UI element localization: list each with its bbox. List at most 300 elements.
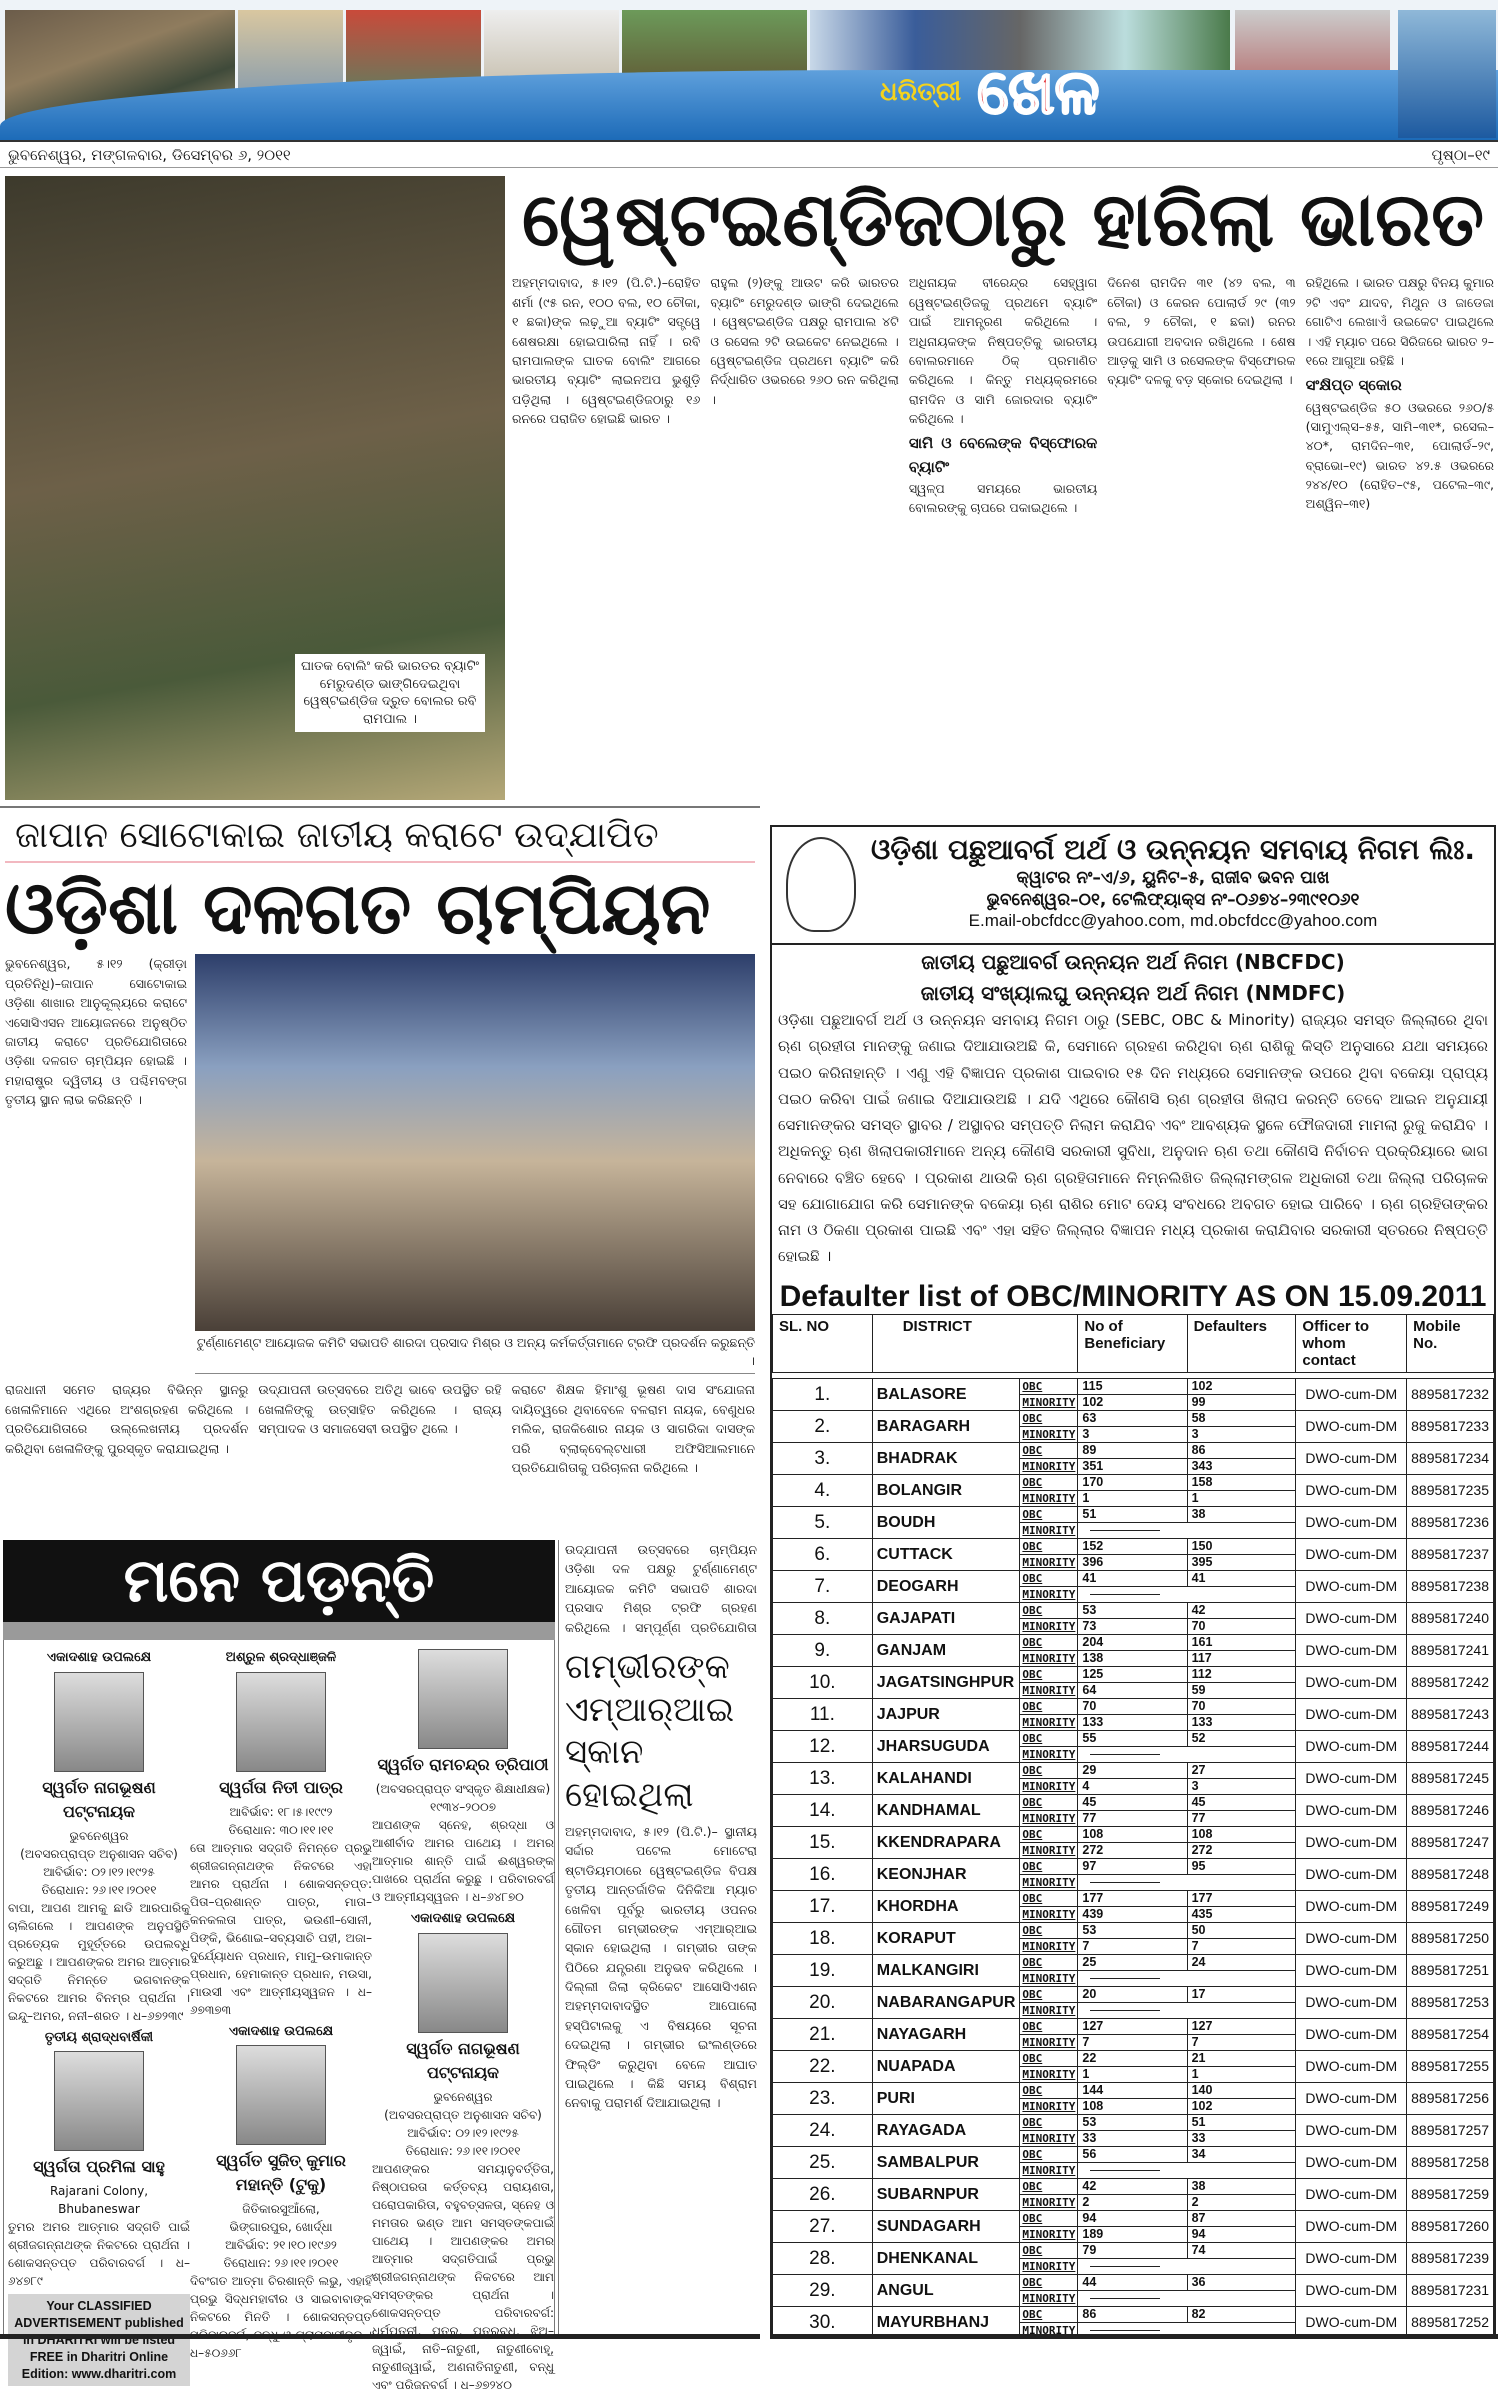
- contact-officer: DWO-cum-DM: [1296, 1826, 1407, 1858]
- category-label: OBC: [1020, 2050, 1078, 2066]
- category-label: MINORITY: [1020, 1490, 1078, 1506]
- district-name: BALASORE: [872, 1378, 1020, 1410]
- mobile-number: 8895817251: [1407, 1954, 1494, 1986]
- page-number: ପୃଷ୍ଠା–୧୯: [1431, 146, 1490, 164]
- table-row: [773, 2082, 1494, 2098]
- gambhir-article: [565, 1822, 757, 2332]
- beneficiary-count: 439: [1078, 1906, 1187, 1922]
- category-label: MINORITY: [1020, 1458, 1078, 1474]
- table-row: [773, 1698, 1494, 1714]
- table-row: [773, 2306, 1494, 2322]
- table-row: [773, 1410, 1494, 1426]
- district-name: JAJPUR: [872, 1698, 1020, 1730]
- beneficiary-count: 4: [1078, 1778, 1187, 1794]
- category-label: OBC: [1020, 2018, 1078, 2034]
- defaulter-count: 41: [1187, 1570, 1296, 1586]
- dateline-bar: [0, 140, 1498, 168]
- scorecard-title: ସଂକ୍ଷିପ୍ତ ସ୍କୋର: [1305, 376, 1402, 395]
- district-name: BHADRAK: [872, 1442, 1020, 1474]
- category-label: MINORITY: [1020, 2194, 1078, 2210]
- defaulter-count: 27: [1187, 1762, 1296, 1778]
- dateline: ଭୁବନେଶ୍ୱର, ମଙ୍ଗଳବାର, ଡିସେମ୍ବର ୬, ୨୦୧୧: [8, 146, 291, 164]
- district-name: KANDHAMAL: [872, 1794, 1020, 1826]
- serial-number: 25.: [773, 2146, 873, 2178]
- mobile-number: 8895817233: [1407, 1410, 1494, 1442]
- article-text: ଉଦ୍‌ଯାପନୀ ଉତ୍ସବରେ ଚାମ୍ପିୟନ ଓଡ଼ିଶା ଦଳ ପକ୍ଷରୁ ଟୁର୍ଣ୍ଣାମେଣ୍ଟ ଆୟୋଜକ କମିଟି ସଭାପତି ଶାରଦା ପ୍ରସାଦ ମିଶ୍ର ଟ୍ରଫି ଗ୍ରହଣ କରିଥିଲେ । ସମ୍ପୂର୍ଣ୍ଣ ପ୍ରତିଯୋଗିତା: [565, 1542, 757, 1635]
- serial-number: 9.: [773, 1634, 873, 1666]
- obituary-title: ମନେ ପଡ଼ନ୍ତି: [123, 1546, 435, 1616]
- article-text: ଅହମ୍ମଦାବାଦ, ୫।୧୨ (ପି.ଟି.)– ସ୍ଥାନୀୟ ସର୍ଦ୍ଦାର ପଟେଲ ମୋଟେରା ଷ୍ଟାଡିୟମଠାରେ ୱେଷ୍ଟଇଣ୍ଡିଜ ବିପକ୍ଷ ତୃତୀୟ ଆନ୍ତର୍ଜାତିକ ଦିନିକିଆ ମ୍ୟାଚ ଖେଳିବା ପୂର୍ବରୁ ଭାରତୀୟ ଓପନର ଗୌତମ ଗମ୍ଭୀରଙ୍କ ଏମ୍‌ଆର୍‌ଆଇ ସ୍କାନ ହୋଇଥିଲା । ଗମ୍ଭୀର ତାଙ୍କ ପିଠିରେ ଯନ୍ତ୍ରଣା ଅନୁଭବ କରିଥିଲେ । ଦିଲ୍ଲୀ ଜିଲା କ୍ରିକେଟ ଆସୋସିଏଶନ ଅହମ୍ମଦାବାଦସ୍ଥିତ ଆପୋଲୋ ହସ୍ପିଟାଲକୁ ଏ ବିଷୟରେ ସୂଚନା ଦେଇଥିଲା । ଗମ୍ଭୀର ଇଂଲଣ୍ଡରେ ଫିଲ୍ଡିଂ କରୁଥିବା ବେଳେ ଆଘାତ ପାଇଥିଲେ । କିଛି ସମୟ ବିଶ୍ରାମ ନେବାକୁ ପରାମର୍ଶ ଦିଆଯାଇଥିଲା ।: [565, 1824, 757, 2111]
- category-label: OBC: [1020, 1442, 1078, 1458]
- defaulter-count: 150: [1187, 1538, 1296, 1554]
- category-label: OBC: [1020, 2274, 1078, 2290]
- serial-number: 17.: [773, 1890, 873, 1922]
- district-name: GAJAPATI: [872, 1602, 1020, 1634]
- category-label: OBC: [1020, 1794, 1078, 1810]
- lead-headline: ୱେଷ୍ଟଇଣ୍ଡିଜଠାରୁ ହାରିଲା ଭାରତ: [522, 177, 1484, 263]
- table-row: [773, 1858, 1494, 1874]
- category-label: MINORITY: [1020, 2226, 1078, 2242]
- district-name: SAMBALPUR: [872, 2146, 1020, 2178]
- obituary-detail: ଭିଙ୍ଗାରପୁର, ଖୋର୍ଦ୍ଧା: [229, 2220, 333, 2234]
- district-name: BARAGARH: [872, 1410, 1020, 1442]
- beneficiary-count: 55: [1078, 1730, 1187, 1746]
- col-header: No of Beneficiary: [1078, 1314, 1187, 1372]
- serial-number: 20.: [773, 1986, 873, 2018]
- table-row: [773, 2146, 1494, 2162]
- mobile-number: 8895817259: [1407, 2178, 1494, 2210]
- category-label: MINORITY: [1020, 2258, 1078, 2274]
- table-row: [773, 1474, 1494, 1490]
- serial-number: 14.: [773, 1794, 873, 1826]
- beneficiary-count: 108: [1078, 1826, 1187, 1842]
- table-row: [773, 2242, 1494, 2258]
- table-header-row: [773, 1314, 1494, 1372]
- beneficiary-count: 7: [1078, 1938, 1187, 1954]
- defaulter-count: 59: [1187, 1682, 1296, 1698]
- category-label: MINORITY: [1020, 1522, 1078, 1538]
- ad-header: [772, 827, 1494, 945]
- beneficiary-count: 86: [1078, 2306, 1187, 2322]
- table-row: [773, 2178, 1494, 2194]
- category-label: OBC: [1020, 1410, 1078, 1426]
- contact-officer: DWO-cum-DM: [1296, 2146, 1407, 2178]
- box-text: ସ୍ୱଳ୍ପ ସମୟରେ ଭାରତୀୟ ବୋଲରଙ୍କୁ ଚାପରେ ପକାଇଥିଲେ ।: [908, 480, 1098, 516]
- brand-name: ଧରିତ୍ରୀ: [880, 76, 962, 107]
- district-name: DEOGARH: [872, 1570, 1020, 1602]
- defaulter-count: 45: [1187, 1794, 1296, 1810]
- mobile-number: 8895817252: [1407, 2306, 1494, 2338]
- serial-number: 28.: [773, 2242, 873, 2274]
- obituary-label: ତୃତୀୟ ଶ୍ରାଦ୍ଧବାର୍ଷିକୀ: [44, 2029, 154, 2045]
- category-label: OBC: [1020, 2178, 1078, 2194]
- deceased-name: ସ୍ୱର୍ଗତ ନାଗଭୂଷଣ ପଟ୍ଟନାୟକ: [406, 2038, 520, 2082]
- article-text: ରହିଥିଲେ । ଭାରତ ପକ୍ଷରୁ ବିନୟ କୁମାର ୨ଟି ଏବଂ ଯାଦବ, ମିଥୁନ ଓ ଜାଡେଜା ଗୋଟିଏ ଲେଖାଏଁ ଉଇକେଟ ପାଇଥିଲେ । ଏହି ମ୍ୟାଚ ପରେ ସିରିଜରେ ଭାରତ ୨–୧ରେ ଆଗୁଆ ରହିଛି ।: [1305, 275, 1494, 368]
- category-label: OBC: [1020, 1986, 1078, 2002]
- obituary-detail: ଆବିର୍ଭାବ: ୧୮।୫।୧୯୯୨: [229, 1804, 333, 1819]
- portrait-photo: [418, 1649, 508, 1749]
- table-row: [773, 1954, 1494, 1970]
- beneficiary-count: 56: [1078, 2146, 1187, 2162]
- contact-officer: DWO-cum-DM: [1296, 2114, 1407, 2146]
- beneficiary-count: 64: [1078, 1682, 1187, 1698]
- serial-number: 8.: [773, 1602, 873, 1634]
- beneficiary-count: 170: [1078, 1474, 1187, 1490]
- table-row: [773, 1538, 1494, 1554]
- obituary-detail: (ଅବସରପ୍ରାପ୍ତ ଅନୁଶାସନ ସଚିବ): [384, 2107, 542, 2122]
- defaulter-count: 51: [1187, 2114, 1296, 2130]
- defaulter-count: 102: [1187, 2098, 1296, 2114]
- contact-officer: DWO-cum-DM: [1296, 1698, 1407, 1730]
- karate-headline: ଓଡ଼ିଶା ଦଳଗତ ଚାମ୍ପିୟନ: [5, 866, 711, 951]
- obituary-detail: ଭୁବନେଶ୍ୱର: [69, 1828, 129, 1843]
- beneficiary-count: 53: [1078, 1922, 1187, 1938]
- district-name: SUNDAGARH: [872, 2210, 1020, 2242]
- empty-dash: [1078, 2290, 1296, 2306]
- category-label: OBC: [1020, 1474, 1078, 1490]
- defaulter-count: 50: [1187, 1922, 1296, 1938]
- mobile-number: 8895817235: [1407, 1474, 1494, 1506]
- divider: [770, 2334, 1498, 2339]
- defaulter-count: 127: [1187, 2018, 1296, 2034]
- category-label: MINORITY: [1020, 1618, 1078, 1634]
- beneficiary-count: 29: [1078, 1762, 1187, 1778]
- obituary-detail: ତିରୋଧାନ: ୩୦।୧୧।୧୧: [228, 1822, 334, 1837]
- mobile-number: 8895817234: [1407, 1442, 1494, 1474]
- defaulter-count: 74: [1187, 2242, 1296, 2258]
- serial-number: 18.: [773, 1922, 873, 1954]
- beneficiary-count: 53: [1078, 2114, 1187, 2130]
- defaulter-count: 99: [1187, 1394, 1296, 1410]
- defaulter-count: 36: [1187, 2274, 1296, 2290]
- defaulter-count: 112: [1187, 1666, 1296, 1682]
- defaulter-count: 95: [1187, 1858, 1296, 1874]
- beneficiary-count: 102: [1078, 1394, 1187, 1410]
- karate-top-row: [5, 954, 755, 1374]
- obituary-detail: ଭୁବନେଶ୍ୱର: [433, 2089, 493, 2104]
- category-label: OBC: [1020, 1666, 1078, 1682]
- district-name: JHARSUGUDA: [872, 1730, 1020, 1762]
- defaulter-count: 140: [1187, 2082, 1296, 2098]
- defaulter-count: 7: [1187, 1938, 1296, 1954]
- obituary-message: ଆପଣଙ୍କ ସ୍ନେହ, ଶ୍ରଦ୍ଧା ଓ ଆଶୀର୍ବାଦ ଆମର ପାଥେୟ । ଅମର ଆତ୍ମାର ଶାନ୍ତି ପାଇଁ ଈଶ୍ୱରଙ୍କ ପାଖରେ ପ୍ରାର୍ଥନା କରୁଛୁ । ପରିବାରବର୍ଗ ଓ ଆତ୍ମୀୟସ୍ୱଜନ । ଧ–୬୪୮୭୦: [372, 1818, 554, 1904]
- mobile-number: 8895817248: [1407, 1858, 1494, 1890]
- category-label: OBC: [1020, 1378, 1078, 1394]
- serial-number: 27.: [773, 2210, 873, 2242]
- deceased-name: ସ୍ୱର୍ଗତା ପ୍ରମିଳା ସାହୁ: [33, 2157, 165, 2176]
- contact-officer: DWO-cum-DM: [1296, 2178, 1407, 2210]
- mobile-number: 8895817236: [1407, 1506, 1494, 1538]
- obituary-label: ଏକାଦଶାହ ଉପଲକ୍ଷେ: [410, 1911, 516, 1926]
- beneficiary-count: 33: [1078, 2130, 1187, 2146]
- ad-subtitle: ଜାତୀୟ ସଂଖ୍ୟାଲଘୁ ଉନ୍ନୟନ ଅର୍ଥ ନିଗମ (NMDFC): [920, 981, 1346, 1005]
- defaulter-count: 133: [1187, 1714, 1296, 1730]
- beneficiary-count: 25: [1078, 1954, 1187, 1970]
- defaulter-count: 33: [1187, 2130, 1296, 2146]
- scorecard-text: ୱେଷ୍ଟଇଣ୍ଡିଜ ୫୦ ଓଭରରେ ୨୬୦/୫ (ସାମୁଏଲ୍ସ–୫୫, ସାମି–୩୧*, ରସେଲ–୪୦*, ରାମଦିନ–୩୧, ପୋଲାର୍ଡ–୨୯, ବ୍ରାଭୋ–୧୯) ଭାରତ ୪୨.୫ ଓଭରରେ ୨୪୪/୧୦ (ରୋହିତ–୯୫, ପଟେଲ–୩୯, ଅଶ୍ୱିନ–୩୧): [1305, 399, 1494, 512]
- box-title: ସାମି ଓ ବେଲେଙ୍କ ବିସ୍ଫୋରକ ବ୍ୟାଟିଂ: [908, 434, 1098, 476]
- serial-number: 4.: [773, 1474, 873, 1506]
- serial-number: 16.: [773, 1858, 873, 1890]
- defaulter-count: 58: [1187, 1410, 1296, 1426]
- table-row: [773, 1570, 1494, 1586]
- beneficiary-count: 77: [1078, 1810, 1187, 1826]
- beneficiary-count: 42: [1078, 2178, 1187, 2194]
- district-name: KALAHANDI: [872, 1762, 1020, 1794]
- beneficiary-count: 125: [1078, 1666, 1187, 1682]
- obituary-detail: ତିରୋଧାନ: ୨୬।୧୧।୨୦୧୧: [405, 2143, 521, 2158]
- karate-kicker: ଜାପାନ ସୋଟୋକାଇ ଜାତୀୟ କରାଟେ ଉଦ୍‌ଯାପିତ: [5, 814, 755, 863]
- category-label: MINORITY: [1020, 1874, 1078, 1890]
- table-row: [773, 1986, 1494, 2002]
- beneficiary-count: 272: [1078, 1842, 1187, 1858]
- section-logo: ଖେଳ: [977, 55, 1100, 128]
- serial-number: 23.: [773, 2082, 873, 2114]
- obituary-banner: [3, 1540, 555, 1640]
- defaulter-count: 34: [1187, 2146, 1296, 2162]
- table-row: [773, 1890, 1494, 1906]
- col-header: Mobile No.: [1407, 1314, 1494, 1372]
- classified-promo: Your CLASSIFIED ADVERTISEMENT published in DHARITRI will be listed FREE in Dharitri Online Edition: www.dharitri.com: [8, 2294, 190, 2386]
- contact-officer: DWO-cum-DM: [1296, 2210, 1407, 2242]
- divider: [0, 2334, 760, 2339]
- contact-officer: DWO-cum-DM: [1296, 2050, 1407, 2082]
- district-name: NABARANGAPUR: [872, 1986, 1020, 2018]
- defaulter-count: 272: [1187, 1842, 1296, 1858]
- article-text: ଭୁବନେଶ୍ୱର, ୫।୧୨ (କ୍ରୀଡ଼ା ପ୍ରତିନିଧି)–ଜାପାନ ସୋଟୋକାଇ ଓଡ଼ିଶା ଶାଖାର ଆନୁକୂଲ୍ୟରେ କରାଟେ ଏସୋସିଏସନ ଆୟୋଜନରେ ଅନୁଷ୍ଠିତ ଜାତୀୟ କରାଟେ ପ୍ରତିଯୋଗିତାରେ ଓଡ଼ିଶା ଦଳଗତ ଚାମ୍ପିୟନ ହୋଇଛି । ମହାରାଷ୍ଟ୍ର ଦ୍ୱିତୀୟ ଓ ପଶ୍ଚିମବଙ୍ଗ ତୃତୀୟ ସ୍ଥାନ ଲାଭ କରିଛନ୍ତି ।: [5, 956, 187, 1107]
- mobile-number: 8895817241: [1407, 1634, 1494, 1666]
- table-row: [773, 2274, 1494, 2290]
- karate-photo-caption: ଟୁର୍ଣ୍ଣାମେଣ୍ଟ ଆୟୋଜକ କମିଟି ସଭାପତି ଶାରଦା ପ୍ରସାଦ ମିଶ୍ର ଓ ଅନ୍ୟ କର୍ମକର୍ତ୍ତାମାନେ ଟ୍ରଫି ପ୍ରଦର୍ଶନ କରୁଛନ୍ତି ।: [195, 1331, 755, 1374]
- beneficiary-count: 108: [1078, 2098, 1187, 2114]
- lead-article: [512, 273, 1494, 800]
- obituary-message: ତୋ ଆତ୍ମାର ସଦ୍‌ଗତି ନିମନ୍ତେ ପ୍ରଭୁ ଶ୍ରୀଜଗନ୍ନାଥଙ୍କ ନିକଟରେ ଏହା ଆମର ପ୍ରାର୍ଥନା । ଶୋକସନ୍ତପ୍ତ: ପିତା–ପ୍ରଶାନ୍ତ ପାତ୍ର, ମାତା–କନକଲତା ପାତ୍ର, ଭଉଣୀ–ସୋନୀ, ପିଙ୍କି, ଭିଣୋଇ–ସବ୍ୟସାଚି ପହୀ, ଅଜା–ଦୁର୍ଯ୍ୟୋଧନ ପ୍ରଧାନ, ମାମୁ–ଉମାକାନ୍ତ ପ୍ରଧାନ, ହେମାକାନ୍ତ ପ୍ରଧାନ, ମଉସା, ମାଉସୀ ଏବଂ ଆତ୍ମୀୟସ୍ୱଜନ । ଧ–୬୭୩୭୩: [190, 1840, 372, 2017]
- karate-article: [5, 1380, 755, 1536]
- category-label: MINORITY: [1020, 1938, 1078, 1954]
- beneficiary-count: 189: [1078, 2226, 1187, 2242]
- ad-subtitle: ଜାତୀୟ ପଛୁଆବର୍ଗ ଉନ୍ନୟନ ଅର୍ଥ ନିଗମ (NBCFDC): [921, 950, 1345, 974]
- article-column: ରାହୁଲ (୨)ଙ୍କୁ ଆଉଟ କରି ଭାରତର ବ୍ୟାଟିଂ ମେରୁଦଣ୍ଡ ଭାଙ୍ଗି ଦେଇଥିଲେ । ୱେଷ୍ଟଇଣ୍ଡିଜ ପକ୍ଷରୁ ରାମପାଲ ୪ଟି ଓ ରସେଲ ୨ଟି ଉଇକେଟ ନେଇଥିଲେ । ୱେଷ୍ଟଇଣ୍ଡିଜ ପ୍ରଥମେ ବ୍ୟାଟିଂ କରି ନିର୍ଦ୍ଧାରିତ ଓଭରରେ ୨୬୦ ରନ କରିଥିଲା ।: [710, 275, 899, 407]
- category-label: OBC: [1020, 1826, 1078, 1842]
- obituary-detail: Bhubaneswar: [58, 2202, 140, 2216]
- divider: [0, 806, 760, 808]
- serial-number: 24.: [773, 2114, 873, 2146]
- table-row: [773, 1730, 1494, 1746]
- district-name: NUAPADA: [872, 2050, 1020, 2082]
- defaulter-count: 7: [1187, 2034, 1296, 2050]
- karate-story: [5, 814, 755, 1536]
- deceased-name: ସ୍ୱର୍ଗତା ନିତୀ ପାତ୍ର: [219, 1777, 343, 1797]
- district-name: PURI: [872, 2082, 1020, 2114]
- mobile-number: 8895817232: [1407, 1378, 1494, 1410]
- table-row: [773, 1634, 1494, 1650]
- mobile-number: 8895817250: [1407, 1922, 1494, 1954]
- karate-body: [5, 954, 755, 1536]
- mobile-number: 8895817254: [1407, 2018, 1494, 2050]
- beneficiary-count: 22: [1078, 2050, 1187, 2066]
- defaulter-count: 52: [1187, 1730, 1296, 1746]
- article-column: ଅହମ୍ମଦାବାଦ, ୫।୧୨ (ପି.ଟି.)–ରୋହିତ ଶର୍ମା (୯୫ ରନ, ୧୦୦ ବଲ, ୧୦ ଚୌକା, ୧ ଛକା)ଙ୍କ ଲଢ଼ୁଆ ବ୍ୟାଟିଂ ସତ୍ତ୍ୱେ ଶେଷରକ୍ଷା ହୋଇପାରିଲା ନାହିଁ । ରବି ରାମପାଲଙ୍କ ଘାତକ ବୋଲିଂ ଆଗରେ ଭାରତୀୟ ବ୍ୟାଟିଂ ଲାଇନଅପ ଭୁଶୁଡ଼ି ପଡ଼ିଥିଲା । ୱେଷ୍ଟଇଣ୍ଡିଜଠାରୁ ୧୬ ରନରେ ପରାଜିତ ହୋଇଛି ଭାରତ ।: [512, 275, 701, 427]
- lead-story: [512, 177, 1494, 800]
- beneficiary-count: 1: [1078, 2066, 1187, 2082]
- serial-number: 26.: [773, 2178, 873, 2210]
- empty-dash: [1078, 1746, 1296, 1762]
- defaulter-count: 38: [1187, 2178, 1296, 2194]
- defaulter-count: 108: [1187, 1826, 1296, 1842]
- category-label: OBC: [1020, 1570, 1078, 1586]
- defaulter-count: 94: [1187, 2226, 1296, 2242]
- contact-officer: DWO-cum-DM: [1296, 1506, 1407, 1538]
- beneficiary-count: 138: [1078, 1650, 1187, 1666]
- defaulter-count: 2: [1187, 2194, 1296, 2210]
- defaulter-count: 1: [1187, 1490, 1296, 1506]
- lead-photo: [5, 176, 505, 800]
- mobile-number: 8895817247: [1407, 1826, 1494, 1858]
- contact-officer: DWO-cum-DM: [1296, 1922, 1407, 1954]
- category-label: MINORITY: [1020, 1778, 1078, 1794]
- category-label: MINORITY: [1020, 1650, 1078, 1666]
- district-name: KKENDRAPARA: [872, 1826, 1020, 1858]
- obituary-detail: ତିରୋଧାନ: ୨୬।୧୧।୨୦୧୧: [41, 1882, 157, 1897]
- empty-dash: [1078, 2002, 1296, 2018]
- category-label: MINORITY: [1020, 2130, 1078, 2146]
- contact-officer: DWO-cum-DM: [1296, 2082, 1407, 2114]
- category-label: MINORITY: [1020, 2162, 1078, 2178]
- contact-officer: DWO-cum-DM: [1296, 1794, 1407, 1826]
- mobile-number: 8895817255: [1407, 2050, 1494, 2082]
- district-name: MALKANGIRI: [872, 1954, 1020, 1986]
- mobile-number: 8895817253: [1407, 1986, 1494, 2018]
- category-label: MINORITY: [1020, 1714, 1078, 1730]
- contact-officer: DWO-cum-DM: [1296, 2306, 1407, 2338]
- obituary-column: [8, 1645, 190, 2386]
- obituary-detail: ତିରୋଧାନ: ୨୬।୧୧।୨୦୧୧: [223, 2256, 339, 2270]
- beneficiary-count: 127: [1078, 2018, 1187, 2034]
- table-row: [773, 1762, 1494, 1778]
- beneficiary-count: 53: [1078, 1602, 1187, 1618]
- district-name: DHENKANAL: [872, 2242, 1020, 2274]
- obituary-detail: ଆବିର୍ଭାବ: ୦୨।୧୨।୧୯୨୫: [407, 2125, 519, 2140]
- defaulter-count: 177: [1187, 1890, 1296, 1906]
- mobile-number: 8895817231: [1407, 2274, 1494, 2306]
- beneficiary-count: 51: [1078, 1506, 1187, 1522]
- contact-officer: DWO-cum-DM: [1296, 1410, 1407, 1442]
- masthead-logo: [880, 55, 1390, 128]
- category-label: OBC: [1020, 1954, 1078, 1970]
- category-label: OBC: [1020, 1890, 1078, 1906]
- obituary-detail: ଆବିର୍ଭାବ: ୨୧।୧୦।୧୯୬୨: [225, 2238, 337, 2252]
- karate-side-column: [5, 954, 187, 1374]
- portrait-photo: [236, 2045, 326, 2145]
- ad-address-line: ଭୁବନେଶ୍ୱର–୦୧, ଟେଲିଫ୍ୟାକ୍ସ ନଂ–୦୬୭୪–୨୩୯୧୦୬୧: [986, 890, 1360, 911]
- beneficiary-count: 79: [1078, 2242, 1187, 2258]
- beneficiary-count: 70: [1078, 1698, 1187, 1714]
- portrait-photo: [418, 1933, 508, 2033]
- mobile-number: 8895817242: [1407, 1666, 1494, 1698]
- contact-officer: DWO-cum-DM: [1296, 1602, 1407, 1634]
- category-label: MINORITY: [1020, 1842, 1078, 1858]
- category-label: OBC: [1020, 2306, 1078, 2322]
- table-row: [773, 1666, 1494, 1682]
- table-row: [773, 1602, 1494, 1618]
- defaulter-count: 161: [1187, 1634, 1296, 1650]
- district-name: ANGUL: [872, 2274, 1020, 2306]
- defaulter-count: 21: [1187, 2050, 1296, 2066]
- obituary-column: [190, 1645, 372, 2362]
- category-label: OBC: [1020, 1922, 1078, 1938]
- table-row: [773, 1378, 1494, 1394]
- beneficiary-count: 44: [1078, 2274, 1187, 2290]
- portrait-photo: [54, 1672, 144, 1772]
- category-label: OBC: [1020, 1730, 1078, 1746]
- contact-officer: DWO-cum-DM: [1296, 1890, 1407, 1922]
- table-row: [773, 2018, 1494, 2034]
- category-label: OBC: [1020, 2082, 1078, 2098]
- district-name: SUBARNPUR: [872, 2178, 1020, 2210]
- category-label: OBC: [1020, 1602, 1078, 1618]
- obituary-detail: ଜିତିକାରସୁଆଁଲୋ,: [242, 2202, 320, 2216]
- beneficiary-count: 94: [1078, 2210, 1187, 2226]
- empty-dash: [1078, 2258, 1296, 2274]
- obituary-message: ତୁମର ଅମର ଆତ୍ମାର ସଦ୍‌ଗତି ପାଇଁ ଶ୍ରୀଜଗନ୍ନାଥଙ୍କ ନିକଟରେ ପ୍ରାର୍ଥନା । ଶୋକସନ୍ତପ୍ତ ପରିବାରବର୍ଗ । ଧ–୬୪୭୮୯: [8, 2220, 190, 2288]
- article-column: [1306, 273, 1494, 800]
- serial-number: 30.: [773, 2306, 873, 2338]
- organization-emblem-icon: [786, 837, 856, 932]
- defaulter-count: 395: [1187, 1554, 1296, 1570]
- masthead: [0, 0, 1498, 140]
- contact-officer: DWO-cum-DM: [1296, 1474, 1407, 1506]
- table-row: [773, 2210, 1494, 2226]
- mobile-number: 8895817260: [1407, 2210, 1494, 2242]
- defaulter-count: 38: [1187, 1506, 1296, 1522]
- contact-officer: DWO-cum-DM: [1296, 1858, 1407, 1890]
- category-label: MINORITY: [1020, 2322, 1078, 2338]
- beneficiary-count: 2: [1078, 2194, 1187, 2210]
- serial-number: 2.: [773, 1410, 873, 1442]
- table-row: [773, 2114, 1494, 2130]
- article-column: ଦିନେଶ ରାମଦିନ ୩୧ (୪୨ ବଲ, ୩ ଚୌକା) ଓ କେରନ ପୋଲାର୍ଡ ୨୯ (୩୨ ବଲ, ୨ ଚୌକା, ୧ ଛକା) ରନର ଉପଯୋଗୀ ଅବଦାନ ରଖିଥିଲେ । ଶେଷ ଆଡ଼କୁ ସାମି ଓ ରସେଲଙ୍କ ବିସ୍ଫୋରକ ବ୍ୟାଟିଂ ଦଳକୁ ବଡ଼ ସ୍କୋର ଦେଇଥିଲା ।: [1107, 275, 1296, 388]
- defaulter-count: 3: [1187, 1778, 1296, 1794]
- district-name: MAYURBHANJ: [872, 2306, 1020, 2338]
- obituary-detail: ୧୯୩୪–୨୦୦୭: [429, 1800, 497, 1814]
- beneficiary-count: 97: [1078, 1858, 1187, 1874]
- category-label: OBC: [1020, 1698, 1078, 1714]
- defaulter-notice-ad: [770, 825, 1496, 2337]
- defaulter-count: 70: [1187, 1698, 1296, 1714]
- karate-photo-block: [195, 954, 755, 1374]
- article-column: ଉଦ୍‌ଯାପନୀ ଉତ୍ସବରେ ଅତିଥି ଭାବେ ଉପସ୍ଥିତ ରହି ଖେଳାଳିଙ୍କୁ ଉତ୍ସାହିତ କରିଥିଲେ । ରାଜ୍ୟ ସମ୍ପାଦକ ଓ ସମାଜସେବୀ ଉପସ୍ଥିତ ଥିଲେ ।: [258, 1382, 502, 1437]
- mobile-number: 8895817246: [1407, 1794, 1494, 1826]
- article-column: କରାଟେ ଶିକ୍ଷକ ହିମାଂଶୁ ଭୂଷଣ ଦାସ ସଂଯୋଜନା ଦାୟିତ୍ୱରେ ଥିବାବେଳେ ବଳରାମ ନାୟକ, ବେଣୁଧର ମଲିକ, ରାଜକିଶୋର ନାୟକ ଓ ସାଗରିକା ଦାସଙ୍କ ପରି ବ୍ଲାକ୍‌ବେଲ୍ଟଧାରୀ ଅଫିସିଆଲମାନେ ପ୍ରତିଯୋଗିତାକୁ ପରିଚାଳନା କରିଥିଲେ ।: [511, 1382, 755, 1475]
- mobile-number: 8895817239: [1407, 2242, 1494, 2274]
- karate-continuation: [565, 1540, 757, 1638]
- defaulter-count: 77: [1187, 1810, 1296, 1826]
- category-label: OBC: [1020, 1762, 1078, 1778]
- obituary-label: ଏକାଦଶାହ ଉପଲକ୍ଷେ: [46, 1650, 152, 1665]
- serial-number: 29.: [773, 2274, 873, 2306]
- category-label: MINORITY: [1020, 1586, 1078, 1602]
- defaulter-table: [772, 1314, 1494, 2339]
- article-text: ଅଧିନାୟକ ବୀରେନ୍ଦ୍ର ସେହ୍ୱାଗ ୱେଷ୍ଟଇଣ୍ଡିଜକୁ ପ୍ରଥମେ ବ୍ୟାଟିଂ ପାଇଁ ଆମନ୍ତ୍ରଣ କରିଥିଲେ । ଅଧିନାୟକଙ୍କ ନିଷ୍ପତ୍ତିକୁ ଭାରତୀୟ ବୋଲରମାନେ ଠିକ୍ ପ୍ରମାଣିତ କରିଥିଲେ । କିନ୍ତୁ ମଧ୍ୟକ୍ରମରେ ରାମଦିନ ଓ ସାମି ଜୋରଦାର ବ୍ୟାଟିଂ କରିଥିଲେ ।: [908, 275, 1098, 427]
- category-label: OBC: [1020, 1858, 1078, 1874]
- beneficiary-count: 63: [1078, 1410, 1187, 1426]
- serial-number: 5.: [773, 1506, 873, 1538]
- beneficiary-count: 1: [1078, 1490, 1187, 1506]
- article-column: ରାଜଧାନୀ ସମେତ ରାଜ୍ୟର ବିଭିନ୍ନ ସ୍ଥାନରୁ ଖେଳାଳିମାନେ ଏଥିରେ ଅଂଶଗ୍ରହଣ କରିଥିଲେ । ପ୍ରତିଯୋଗିତାରେ ଉଲ୍ଲେଖନୀୟ ପ୍ରଦର୍ଶନ କରିଥିବା ଖେଳାଳିଙ୍କୁ ପୁରସ୍କୃତ କରାଯାଇଥିଲା ।: [5, 1382, 249, 1456]
- contact-officer: DWO-cum-DM: [1296, 1634, 1407, 1666]
- district-name: KHORDHA: [872, 1890, 1020, 1922]
- mobile-number: 8895817243: [1407, 1698, 1494, 1730]
